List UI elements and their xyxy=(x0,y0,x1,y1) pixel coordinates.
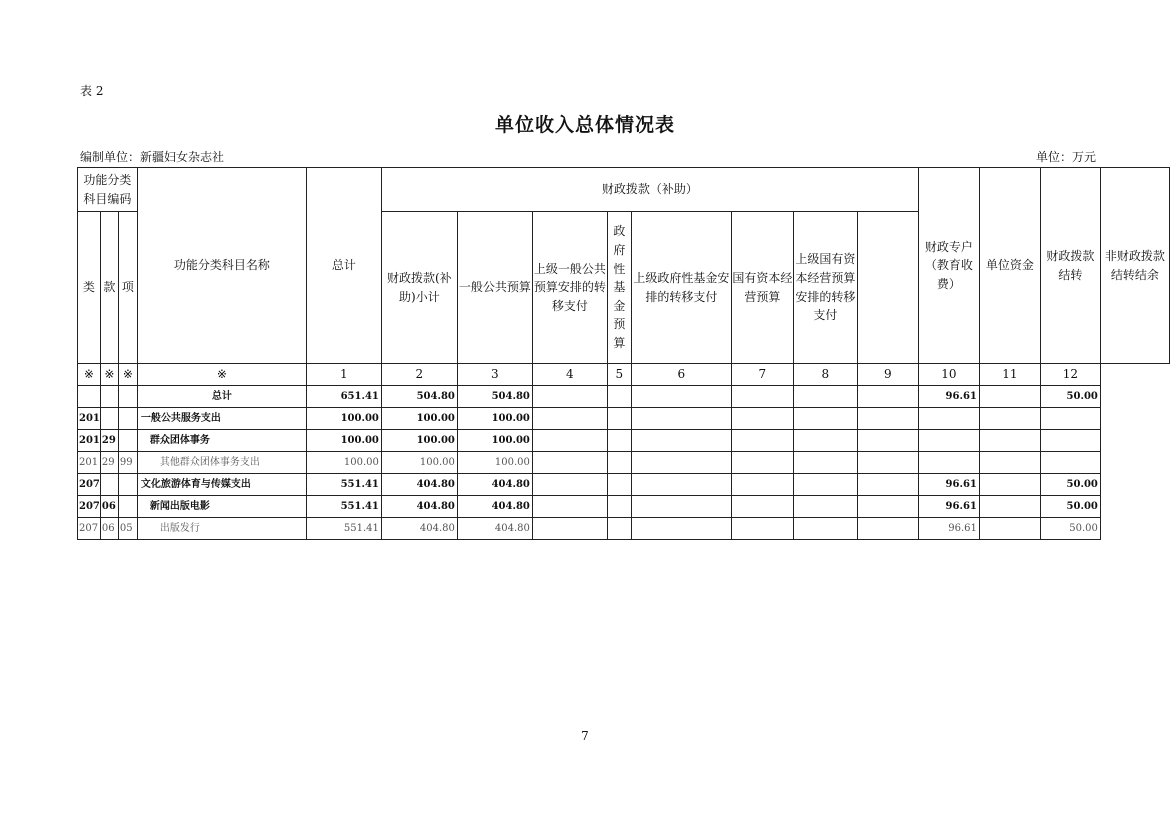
value-cell: 551.41 xyxy=(306,496,381,518)
value-cell xyxy=(979,518,1040,540)
value-cell xyxy=(731,496,793,518)
value-cell xyxy=(607,386,631,408)
header-kuan: 款 xyxy=(100,212,118,364)
value-cell: 50.00 xyxy=(1040,474,1100,496)
value-cell: 100.00 xyxy=(381,452,457,474)
code-kuan-cell: 06 xyxy=(100,496,118,518)
value-cell: 504.80 xyxy=(381,386,457,408)
value-cell xyxy=(631,452,731,474)
value-cell xyxy=(607,408,631,430)
value-cell xyxy=(857,408,918,430)
code-xiang-cell xyxy=(118,474,137,496)
value-cell: 551.41 xyxy=(306,518,381,540)
value-cell xyxy=(793,496,857,518)
header-upper-state-capital: 上级国有资本经营预算安排的转移支付 xyxy=(793,212,857,364)
value-cell: 100.00 xyxy=(457,408,532,430)
value-cell xyxy=(793,474,857,496)
code-lei-cell xyxy=(78,386,101,408)
value-cell xyxy=(857,430,918,452)
code-lei-cell: 207 xyxy=(78,496,101,518)
code-kuan-cell xyxy=(100,474,118,496)
page-title: 单位收入总体情况表 xyxy=(494,114,675,136)
code-xiang-cell: 05 xyxy=(118,518,137,540)
value-cell: 100.00 xyxy=(381,408,457,430)
header-general-budget: 一般公共预算 xyxy=(457,212,532,364)
value-cell: 100.00 xyxy=(306,408,381,430)
code-lei-cell: 201 xyxy=(78,430,101,452)
value-cell xyxy=(731,452,793,474)
value-cell: 404.80 xyxy=(457,474,532,496)
header-gov-fund: 政府性基金预算 xyxy=(607,212,631,364)
value-cell xyxy=(607,518,631,540)
unit-label: 单位：万元 xyxy=(1035,150,1096,164)
value-cell: 404.80 xyxy=(457,496,532,518)
value-cell: 96.61 xyxy=(918,386,979,408)
value-cell: 404.80 xyxy=(381,496,457,518)
name-cell: 新闻出版电影 xyxy=(137,496,306,518)
index-cell: 5 xyxy=(607,364,631,386)
value-cell: 50.00 xyxy=(1040,386,1100,408)
table-row xyxy=(78,474,1170,496)
value-cell xyxy=(857,518,918,540)
value-cell: 96.61 xyxy=(918,474,979,496)
index-cell: 7 xyxy=(731,364,793,386)
name-cell: 出版发行 xyxy=(137,518,306,540)
value-cell xyxy=(857,474,918,496)
value-cell: 100.00 xyxy=(381,430,457,452)
value-cell xyxy=(607,452,631,474)
code-kuan-cell xyxy=(100,386,118,408)
table-row xyxy=(78,430,1170,452)
index-cell: ※ xyxy=(100,364,118,386)
value-cell xyxy=(857,386,918,408)
header-total: 总计 xyxy=(306,168,381,364)
index-cell: 11 xyxy=(979,364,1040,386)
code-lei-cell: 207 xyxy=(78,518,101,540)
value-cell xyxy=(857,452,918,474)
header-upper-gov-fund: 上级政府性基金安排的转移支付 xyxy=(631,212,731,364)
value-cell: 100.00 xyxy=(306,430,381,452)
value-cell xyxy=(532,452,607,474)
index-cell: 9 xyxy=(857,364,918,386)
value-cell xyxy=(793,430,857,452)
value-cell xyxy=(731,518,793,540)
value-cell xyxy=(631,474,731,496)
value-cell: 50.00 xyxy=(1040,518,1100,540)
code-xiang-cell: 99 xyxy=(118,452,137,474)
name-cell: 总计 xyxy=(137,386,306,408)
value-cell xyxy=(532,474,607,496)
value-cell xyxy=(731,408,793,430)
value-cell: 404.80 xyxy=(381,474,457,496)
index-cell: ※ xyxy=(78,364,101,386)
value-cell: 651.41 xyxy=(306,386,381,408)
value-cell xyxy=(918,408,979,430)
code-xiang-cell xyxy=(118,430,137,452)
table-label: 表 2 xyxy=(80,84,104,98)
index-cell: 4 xyxy=(532,364,607,386)
value-cell: 504.80 xyxy=(457,386,532,408)
code-lei-cell: 201 xyxy=(78,408,101,430)
value-cell: 100.00 xyxy=(457,430,532,452)
index-cell: 10 xyxy=(918,364,979,386)
value-cell xyxy=(532,496,607,518)
value-cell xyxy=(918,430,979,452)
index-cell: 3 xyxy=(457,364,532,386)
value-cell xyxy=(979,386,1040,408)
table-row xyxy=(78,386,1170,408)
value-cell xyxy=(532,518,607,540)
code-lei-cell: 207 xyxy=(78,474,101,496)
value-cell xyxy=(532,430,607,452)
header-fiscal-group: 财政拨款（补助） xyxy=(381,168,918,212)
value-cell: 96.61 xyxy=(918,496,979,518)
value-cell xyxy=(793,452,857,474)
table-row xyxy=(78,518,1170,540)
value-cell xyxy=(857,496,918,518)
value-cell: 96.61 xyxy=(918,518,979,540)
code-kuan-cell: 29 xyxy=(100,452,118,474)
header-xiang: 项 xyxy=(118,212,137,364)
header-nonfiscal-carry: 非财政拨款结转结余 xyxy=(1100,168,1169,364)
income-table xyxy=(77,167,1170,540)
table-header xyxy=(78,168,1170,386)
header-upper-general: 上级一般公共预算安排的转移支付 xyxy=(532,212,607,364)
value-cell xyxy=(1040,430,1100,452)
index-cell: 1 xyxy=(306,364,381,386)
value-cell xyxy=(631,430,731,452)
value-cell xyxy=(731,474,793,496)
value-cell xyxy=(532,386,607,408)
page-number: 7 xyxy=(581,729,589,743)
value-cell xyxy=(1040,408,1100,430)
index-cell: 2 xyxy=(381,364,457,386)
name-cell: 其他群众团体事务支出 xyxy=(137,452,306,474)
value-cell xyxy=(793,386,857,408)
value-cell xyxy=(793,408,857,430)
table-row xyxy=(78,452,1170,474)
code-xiang-cell xyxy=(118,496,137,518)
code-lei-cell: 201 xyxy=(78,452,101,474)
value-cell xyxy=(631,518,731,540)
header-special: 财政专户（教育收费） xyxy=(918,168,979,364)
header-unit-funds: 单位资金 xyxy=(979,168,1040,364)
value-cell xyxy=(731,386,793,408)
value-cell xyxy=(979,408,1040,430)
code-xiang-cell xyxy=(118,386,137,408)
index-cell: ※ xyxy=(137,364,306,386)
header-name: 功能分类科目名称 xyxy=(137,168,306,364)
value-cell xyxy=(607,430,631,452)
value-cell xyxy=(607,496,631,518)
code-kuan-cell xyxy=(100,408,118,430)
index-cell: 8 xyxy=(793,364,857,386)
table-row xyxy=(78,496,1170,518)
name-cell: 文化旅游体育与传媒支出 xyxy=(137,474,306,496)
value-cell xyxy=(918,452,979,474)
index-cell: 6 xyxy=(631,364,731,386)
index-cell: ※ xyxy=(118,364,137,386)
value-cell xyxy=(979,430,1040,452)
header-lei: 类 xyxy=(78,212,101,364)
value-cell xyxy=(1040,452,1100,474)
table-row xyxy=(78,408,1170,430)
value-cell: 404.80 xyxy=(457,518,532,540)
value-cell: 551.41 xyxy=(306,474,381,496)
header-code-group: 功能分类科目编码 xyxy=(78,168,138,212)
value-cell xyxy=(979,496,1040,518)
header-fiscal-subtotal: 财政拨款(补助)小计 xyxy=(381,212,457,364)
code-kuan-cell: 06 xyxy=(100,518,118,540)
table-body xyxy=(78,386,1170,540)
name-cell: 群众团体事务 xyxy=(137,430,306,452)
header-fiscal-carry: 财政拨款结转 xyxy=(1040,168,1100,364)
value-cell xyxy=(731,430,793,452)
value-cell xyxy=(631,386,731,408)
code-xiang-cell xyxy=(118,408,137,430)
index-cell: 12 xyxy=(1040,364,1100,386)
value-cell xyxy=(979,474,1040,496)
value-cell xyxy=(532,408,607,430)
value-cell: 100.00 xyxy=(306,452,381,474)
value-cell xyxy=(979,452,1040,474)
value-cell xyxy=(631,408,731,430)
value-cell: 50.00 xyxy=(1040,496,1100,518)
value-cell xyxy=(631,496,731,518)
value-cell: 100.00 xyxy=(457,452,532,474)
value-cell: 404.80 xyxy=(381,518,457,540)
name-cell: 一般公共服务支出 xyxy=(137,408,306,430)
value-cell xyxy=(607,474,631,496)
header-state-capital: 国有资本经营预算 xyxy=(731,212,793,364)
value-cell xyxy=(793,518,857,540)
code-kuan-cell: 29 xyxy=(100,430,118,452)
org-label: 编制单位：新疆妇女杂志社 xyxy=(80,150,225,164)
